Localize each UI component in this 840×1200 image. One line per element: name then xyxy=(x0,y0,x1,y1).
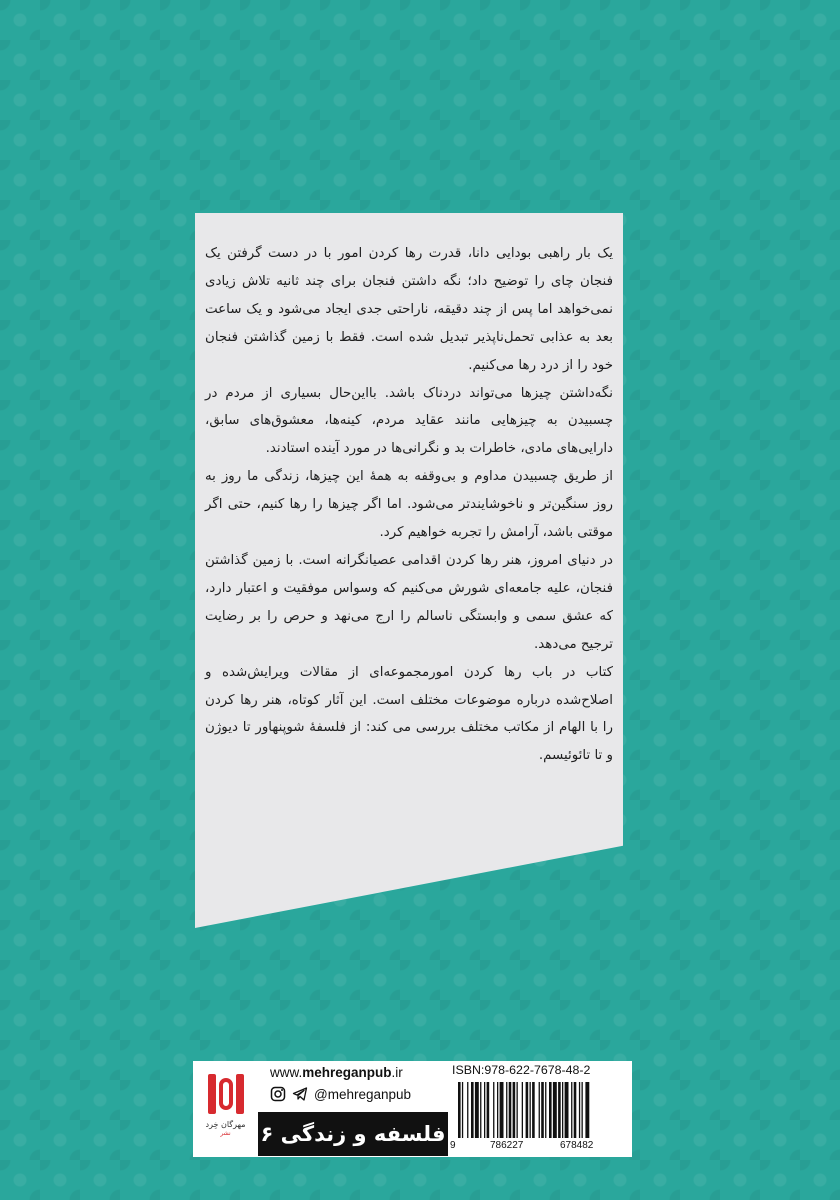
back-cover-blurb xyxy=(205,240,613,770)
website-prefix: www. xyxy=(270,1065,303,1080)
barcode-bar xyxy=(545,1082,546,1138)
barcode-digits-right: 678482 xyxy=(560,1140,594,1151)
series-title: فلسفه و زندگی ۶ xyxy=(258,1112,448,1156)
barcode-bar xyxy=(480,1082,481,1138)
barcode-bar xyxy=(475,1082,479,1138)
blurb-paragraph: نگه‌داشتن چیزها می‌تواند دردناک باشد. بااین‌حال بسیاری از مردم در چسبیدن به چیزهایی مانند عقاید مردم، کینه‌ها، معشوق‌های سابق، دارایی‌های مادی، خاطرات بد و نگرانی‌ها در مورد آینده استادند. xyxy=(205,385,613,457)
blurb-paragraph: از طریق چسبیدن مداوم و بی‌وقفه به همهٔ این چیزها، زندگی ما روز به روز سنگین‌تر و ناخوشایندتر می‌شود. اما اگر چیزها را رها کنیم، حتی اگر موقتی باشد، آرامش را تجربه خواهیم کرد. xyxy=(205,469,613,541)
instagram-icon[interactable] xyxy=(270,1086,286,1102)
publisher-sub: نشر xyxy=(220,1130,231,1137)
barcode-bar xyxy=(526,1082,529,1138)
social-handle[interactable]: @mehreganpub xyxy=(314,1086,412,1102)
barcode-bar xyxy=(539,1082,540,1138)
barcode-bar xyxy=(471,1082,474,1138)
barcode-digits-left: 786227 xyxy=(490,1140,524,1151)
barcode-bar xyxy=(582,1082,583,1138)
website-suffix: .ir xyxy=(391,1065,403,1080)
barcode-bar xyxy=(493,1082,494,1138)
barcode-bar xyxy=(467,1082,468,1138)
publisher-logo-icon xyxy=(208,1074,244,1114)
barcode-bar xyxy=(458,1082,461,1138)
barcode-bar xyxy=(509,1082,512,1138)
barcode-bar xyxy=(530,1082,531,1138)
barcode-bar xyxy=(462,1082,463,1138)
barcode-bar xyxy=(585,1082,589,1138)
social-links xyxy=(270,1084,450,1104)
website-link[interactable] xyxy=(270,1065,450,1085)
barcode-bar xyxy=(532,1082,535,1138)
barcode-graphic xyxy=(458,1082,626,1138)
barcode-bar xyxy=(517,1082,518,1138)
barcode-bar xyxy=(541,1082,544,1138)
barcode-bar xyxy=(553,1082,557,1138)
barcode-bar xyxy=(487,1082,490,1138)
barcode-bar xyxy=(565,1082,569,1138)
isbn-barcode-block xyxy=(450,1063,628,1155)
telegram-icon[interactable] xyxy=(292,1086,308,1102)
barcode-bar xyxy=(574,1082,577,1138)
isbn-label: ISBN:978-622-7678-48-2 xyxy=(452,1063,591,1077)
website-domain: mehreganpub xyxy=(302,1065,392,1080)
barcode-digit-prefix: 9 xyxy=(450,1140,456,1151)
barcode-bar xyxy=(506,1082,507,1138)
blurb-paragraph: یک بار راهبی بودایی دانا، قدرت رها کردن امور با در دست گرفتن یک فنجان چای را توضیح داد؛ نگه داشتن فنجان برای چند ثانیه تلاش زیادی نمی‌خواهد اما پس از چند دقیقه، ناراحتی جدی ایجاد می‌شود و یک ساعت بعد به عذابی تحمل‌ناپذیر تبدیل شده است. فقط با زمین گذاشتن فنجان خود را از درد رها می‌کنیم. xyxy=(205,246,613,373)
blurb-paragraph: در دنیای امروز، هنر رها کردن اقدامی عصیانگرانه است. با زمین گذاشتن فنجان، علیه جامعه‌ای شورش می‌کنیم که وسواس موفقیت و اعتبار دارد، که عشق سمی و وابستگی ناسالم را ارج می‌نهد و حرص را بر رضایت ترجیح می‌دهد. xyxy=(205,552,613,652)
barcode-bar xyxy=(500,1082,504,1138)
barcode-bar xyxy=(558,1082,561,1138)
barcode-bar xyxy=(579,1082,580,1138)
barcode-bar xyxy=(549,1082,552,1138)
barcode-bar xyxy=(513,1082,516,1138)
barcode-bar xyxy=(562,1082,563,1138)
publisher-name: مهرگان خِرد xyxy=(205,1120,246,1129)
barcode-bar xyxy=(484,1082,485,1138)
barcode-bar xyxy=(497,1082,498,1138)
publisher-logo xyxy=(198,1066,253,1152)
blurb-paragraph: کتاب در باب رها کردن امورمجموعه‌ای از مقالات ویرایش‌شده و اصلاح‌شده درباره موضوعات مختلف است. این آثار کوتاه، هنر رها کردن را با الهام از مکاتب مختلف بررسی می کند: از فلسفهٔ شوپنهاور تا دیوژن و تا تائوئیسم. xyxy=(205,664,613,764)
barcode-bar xyxy=(571,1082,572,1138)
barcode-bar xyxy=(522,1082,523,1138)
